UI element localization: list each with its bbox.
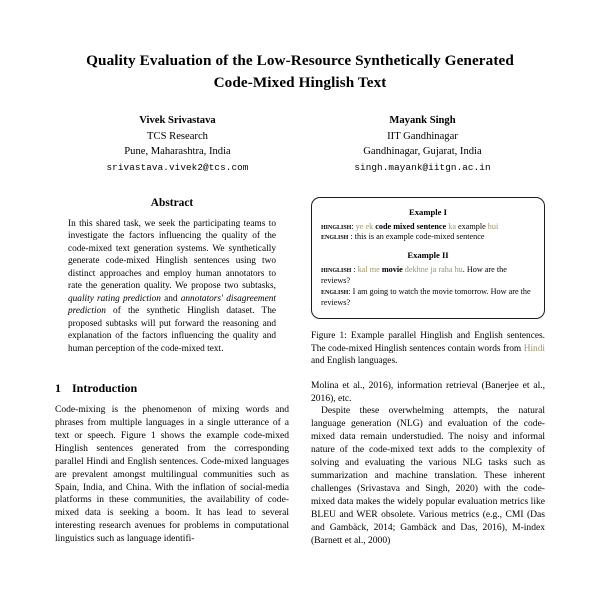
section-heading-introduction — [55, 381, 289, 396]
author-block — [0, 93, 600, 174]
right-column — [311, 197, 545, 548]
author-email[interactable]: srivastava.vivek2@tcs.com — [106, 161, 249, 173]
abstract-paragraph — [68, 218, 276, 356]
example-2-title: Example II — [407, 250, 449, 261]
hinglish-label: hinglish — [321, 265, 352, 275]
english-sentence: this is an example code-mixed sentence — [354, 232, 485, 242]
abstract-italic-2: annotators' disagreement prediction — [68, 293, 276, 316]
intro-paragraph-1-continued: Molina et al., 2016), information retrieval (Banerjee et al., 2016), etc. — [311, 379, 545, 404]
caption-hindi-token: Hindi — [523, 343, 545, 354]
abstract-text-3: of the synthetic Hinglish dataset. The proposed subtasks will put forward the reasoning and explanation of the factors influencing the quality and human perception of the code-mixed text. — [68, 306, 276, 354]
english-separator: : — [348, 232, 353, 242]
abstract-heading: Abstract — [150, 196, 194, 209]
example-1-english — [321, 232, 535, 243]
author-location: Gandhinagar, Gujarat, India — [363, 146, 482, 158]
abstract-text-1: In this shared task, we seek the participating teams to investigate the factors influencing the quality of the code-mixed text generation systems. We synthetically generate code-mixed Hinglish sentences using two distinct approaches and employ human annotators to rate the generation quality. We propose two subtasks, — [68, 218, 276, 291]
intro-paragraph-1: Code-mixing is the phenomenon of mixing words and phrases from multiple languages in a single utterance of a text or speech. Figure 1 shows the example code-mixed Hinglish sentences generated from the corresponding parallel Hindi and English sentences. Code-mixed languages are prevalent amongst multilingual communities such as Spain, India, and China. With the inflation of social-media platforms in these communities, the availability of code-mixed data is seeking a boom. It has lead to several interesting research avenues for problems in computational linguistics such as language identifi- — [55, 404, 289, 545]
caption-text-2: and English languages. — [311, 356, 398, 367]
example-2-hinglish — [321, 265, 535, 287]
hindi-token: dekhne ja raha hu — [404, 265, 463, 275]
example-2-english — [321, 287, 535, 309]
author-name: Mayank Singh — [389, 115, 456, 127]
english-separator: : — [348, 287, 351, 297]
author-affiliation: TCS Research — [147, 130, 208, 142]
english-token: . How are the reviews? — [321, 265, 507, 286]
english-token: movie — [381, 265, 403, 275]
figure-1 — [311, 197, 545, 368]
author-entry-2 — [300, 113, 545, 174]
english-sentence: I am going to watch the movie tomorrow. How are the reviews? — [321, 287, 531, 308]
author-name: Vivek Srivastava — [139, 115, 216, 127]
example-1-title: Example I — [409, 206, 447, 217]
english-label: english — [321, 287, 349, 297]
english-token: example — [458, 221, 486, 231]
hindi-token: kal me — [357, 265, 380, 275]
page-title — [0, 0, 600, 93]
caption-text-1: Figure 1: Example parallel Hinglish and English sentences. The code-mixed Hinglish sentences contain words from — [311, 330, 545, 354]
section-number: 1 — [55, 381, 61, 395]
hindi-token: ka — [448, 221, 456, 231]
hindi-token: ye ek — [355, 221, 374, 231]
abstract-text-2: and — [160, 293, 181, 304]
hinglish-separator: : — [351, 265, 356, 275]
figure-caption — [311, 330, 545, 368]
english-label: english — [321, 232, 349, 242]
author-entry-1 — [55, 113, 300, 174]
author-affiliation: IIT Gandhinagar — [387, 130, 458, 142]
left-column — [55, 197, 289, 548]
title-line-1: Quality Evaluation of the Low-Resource Synthetically Generated — [86, 52, 514, 69]
abstract-italic-1: quality rating prediction — [68, 293, 161, 304]
example-1-hinglish — [321, 222, 535, 233]
hindi-token: hui — [487, 221, 499, 231]
english-token: code mixed sentence — [375, 221, 447, 231]
hinglish-label: hinglish — [321, 221, 352, 231]
hinglish-separator: : — [351, 221, 354, 231]
title-line-2: Code-Mixed Hinglish Text — [213, 73, 387, 91]
intro-paragraph-2: Despite these overwhelming attempts, the natural language generation (NLG) and evaluation of the code-mixed data remain understudied. The noisy and informal nature of the code-mixed text adds to the complexity of solving and evaluating the various NLG tasks such as summarization and machine translation. These inherent challenges (Srivastava and Singh, 2020) with the code-mixed data makes the widely popular evaluation metrics like BLEU and WER obsolete. Various metrics (e.g., CMI (Das and Gambäck, 2014; Gambäck and Das, 2016), M-index (Barnett et al., 2000) — [311, 405, 545, 546]
figure-example-box — [311, 197, 545, 319]
abstract-body — [55, 218, 289, 356]
author-location: Pune, Maharashtra, India — [124, 146, 231, 158]
body-columns — [0, 175, 600, 548]
author-email[interactable]: singh.mayank@iitgn.ac.in — [354, 161, 491, 173]
section-title: Introduction — [72, 381, 138, 395]
